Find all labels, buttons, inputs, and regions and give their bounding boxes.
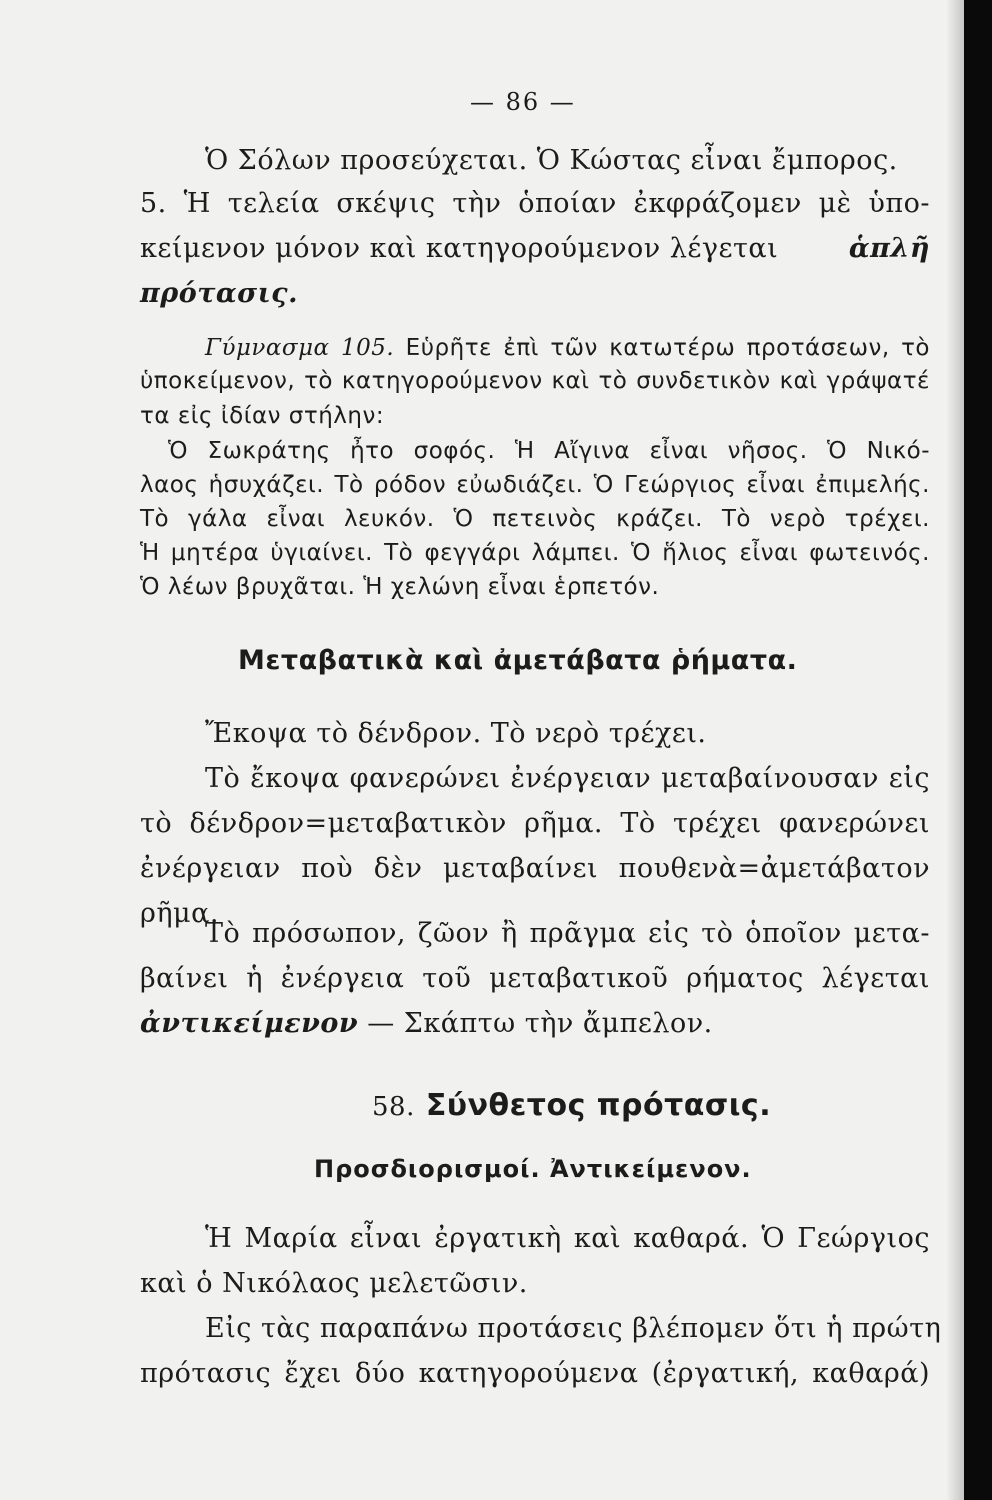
exercise-line: Ὁ λέων βρυχᾶται. Ἡ χελώνη εἶναι ἑρπετόν.	[140, 574, 660, 600]
exercise-line: Ὁ Σωκράτης ἦτο σοφός. Ἡ Αἴγινα εἶναι νῆσος. Ὁ Νικό-	[168, 438, 930, 464]
exercise-line	[205, 335, 930, 361]
text-line: Ἔκοψα τὸ δένδρον. Τὸ νερὸ τρέχει.	[205, 718, 707, 749]
term-simple: ἁπλῆ	[848, 233, 930, 264]
text-line: βαίνει ἡ ἐνέργεια τοῦ μεταβατικοῦ ρήματος λέγεται	[140, 963, 930, 994]
text-line: πρότασις ἔχει δύο κατηγορούμενα (ἐργατική, καθαρά)	[140, 1358, 930, 1389]
section-title	[372, 1088, 771, 1123]
exercise-line: Ἡ μητέρα ὑγιαίνει. Τὸ φεγγάρι λάμπει. Ὁ ἥλιος εἶναι φωτεινός.	[140, 540, 930, 566]
text-line: καὶ ὁ Νικόλαος μελετῶσιν.	[140, 1268, 528, 1299]
exercise-line: Τὸ γάλα εἶναι λευκόν. Ὁ πετεινὸς κράζει. Τὸ νερὸ τρέχει.	[140, 506, 930, 532]
text-line: Ἡ Μαρία εἶναι ἐργατικὴ καὶ καθαρά. Ὁ Γεώργιος	[205, 1223, 930, 1254]
text-line: Εἰς τὰς παραπάνω προτάσεις βλέπομεν ὅτι ἡ πρώτη	[205, 1313, 942, 1344]
text-line	[140, 233, 930, 264]
text-line: ἐνέργειαν ποὺ δὲν μεταβαίνει πουθενὰ=ἀμετάβατον	[140, 853, 930, 884]
term-object: ἀντικείμενον	[140, 1008, 359, 1039]
page-number: — 86 —	[470, 88, 576, 116]
text-line: ρῆμα.	[140, 898, 219, 929]
exercise-line: τα εἰς ἰδίαν στήλην:	[140, 403, 385, 429]
exercise-label: Γύμνασμα 105.	[205, 335, 395, 361]
subsection-heading: Προσδιορισμοί. Ἀντικείμενον.	[314, 1155, 752, 1183]
text-line: Τὸ πρόσωπον, ζῶον ἢ πρᾶγμα εἰς τὸ ὁποῖον μετα-	[205, 918, 930, 949]
exercise-line: λαος ἡσυχάζει. Τὸ ρόδον εὐωδιάζει. Ὁ Γεώργιος εἶναι ἐπιμελής.	[140, 472, 930, 498]
text-line	[140, 1008, 713, 1039]
section-heading: Μεταβατικὰ καὶ ἀμετάβατα ῥήματα.	[238, 645, 798, 676]
text-line: Ὁ Σόλων προσεύχεται. Ὁ Κώστας εἶναι ἔμπορος.	[205, 145, 898, 176]
text-line: Τὸ ἔκοψα φανερώνει ἐνέργειαν μεταβαίνουσαν εἰς	[205, 763, 930, 794]
section-number: 58.	[372, 1092, 415, 1122]
text-span: — Σκάπτω τὴν ἄμπελον.	[367, 1008, 713, 1039]
term-sentence: πρότασις.	[140, 278, 298, 309]
text-line: 5. Ἡ τελεία σκέψις τὴν ὁποίαν ἐκφράζομεν μὲ ὑπο-	[140, 188, 930, 219]
exercise-line: ὑποκείμενον, τὸ κατηγορούμενον καὶ τὸ συνδετικὸν καὶ γράψατέ	[140, 368, 930, 394]
text-span: Εὑρῆτε ἐπὶ τῶν κατωτέρω προτάσεων, τὸ	[405, 335, 930, 361]
section-title-text: Σύνθετος πρότασις.	[425, 1088, 772, 1123]
text-span: κείμενον μόνον καὶ κατηγορούμενον λέγεται	[140, 233, 779, 264]
text-line: τὸ δένδρον=μεταβατικὸν ρῆμα. Τὸ τρέχει φανερώνει	[140, 808, 930, 839]
